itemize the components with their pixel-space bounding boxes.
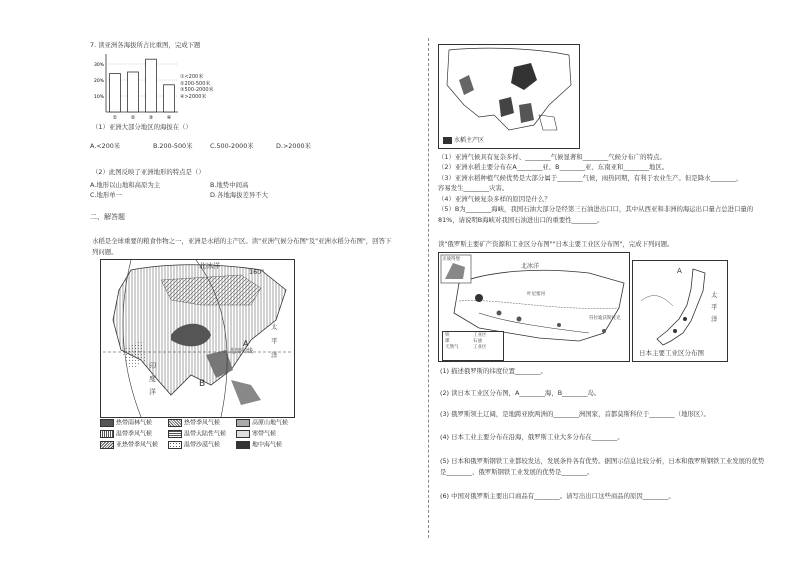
y-tick-label: 10% — [93, 95, 104, 100]
climate-legend — [100, 419, 300, 453]
rice-q4: （4）亚洲气候复杂多样的原因是什么？ — [438, 195, 551, 203]
russia-inset-label: 圣彼得堡 — [442, 257, 460, 262]
legend-swatch-icon — [236, 441, 250, 449]
q7-sub2-opt-d[interactable]: D.各地海拔差异不大 — [210, 191, 269, 199]
rice-q2: （2）亚洲水稻主要分布在A________亚、B________亚、东南亚和________地区。 — [438, 163, 669, 171]
rice-legend: 水稻主产区 — [443, 137, 484, 144]
x-category-label: ③ — [148, 115, 154, 120]
bar-1 — [110, 74, 121, 112]
russia-q3: (3) 俄罗斯领土辽阔，是地跨亚欧两洲的________洲国家，首都莫斯科位于________（地形区）。 — [440, 410, 710, 418]
japan-map-svg — [633, 261, 727, 361]
russia-map — [438, 252, 630, 362]
q7-sub1-opt-a[interactable]: A.<200米 — [90, 142, 121, 150]
rice-q3b: 容易发生________灾害。 — [438, 184, 509, 192]
legend-item-9: 地中海气候 — [236, 441, 282, 449]
legend-item-6: 寒带气候 — [236, 430, 276, 438]
russia-legend-2: 煤 — [445, 339, 450, 344]
map-arctic-label: 北冰洋 — [199, 262, 220, 270]
legend-item-7: 亚热带季风气候 — [100, 441, 158, 449]
q7-sub1: （1）亚洲大部分地区的海拔在（） — [92, 123, 192, 131]
rice-q5b: 81%，请说明B海峡对我国石油进出口的重要性________。 — [438, 216, 604, 224]
intro-line-2: 列问题。 — [92, 248, 118, 256]
legend-swatch-icon — [168, 419, 182, 427]
russia-intro: 读"俄罗斯主要矿产资源和工业区分布图""日本主要工业区分布图"，完成下列问题。 — [438, 240, 674, 248]
asia-climate-map — [100, 259, 295, 418]
bar-4 — [164, 85, 175, 112]
asia-climate-svg — [101, 260, 294, 417]
japan-label-tai: 太 — [711, 291, 718, 299]
japan-label-a: A — [677, 267, 682, 275]
legend-swatch-icon — [168, 441, 182, 449]
russia-legend-5: 石油 — [473, 339, 482, 344]
q7-title: 7. 读亚洲各海拔所占比重图，完成下题 — [90, 41, 201, 49]
russia-legend-6: 工业区 — [473, 345, 487, 350]
legend-item-8: 温带沙漠气候 — [168, 441, 220, 449]
map-lon-label: 160° — [249, 268, 265, 276]
russia-q5b: 是________、俄罗斯钢铁工业发展的优势是________。 — [440, 468, 594, 476]
map-label-a: A — [243, 339, 249, 348]
russia-q1: (1) 描述俄罗斯的纬度位置________。 — [440, 367, 547, 375]
russia-q5a: (5) 日本和俄罗斯钢铁工业都较发达，发展条件各有优势。据图示信息比较分析，日本和俄罗斯钢铁工业发展的优势 — [440, 457, 765, 465]
legend-item-4: 温带季风气候 — [100, 430, 152, 438]
legend-swatch-icon — [100, 419, 114, 427]
bar-3 — [146, 59, 157, 112]
asia-rice-map — [438, 44, 580, 149]
x-category-label: ④ — [166, 115, 172, 120]
chart-legend-4: ④>2000米 — [180, 93, 207, 100]
legend-swatch-icon — [236, 430, 250, 438]
intro-line-1: 水稻是全球重要的粮食作物之一，亚洲是水稻的主产区。读"亚洲气候分布图"及"亚洲水稻分布图"，回答下 — [92, 237, 392, 245]
q7-sub2-opt-b[interactable]: B.地势中间高 — [210, 181, 249, 189]
q7-sub2-opt-a[interactable]: A.地形以山地和高原为主 — [90, 181, 161, 189]
legend-swatch-icon — [100, 441, 114, 449]
russia-legend-1: 铁 — [445, 333, 450, 338]
rice-swatch-icon — [443, 137, 452, 144]
y-tick-label: 20% — [93, 79, 104, 84]
russia-q4: (4) 日本工业主要分布在沿海，俄罗斯工业大多分布在________。 — [440, 433, 624, 441]
chart-legend-3: ③500-2000米 — [180, 87, 214, 93]
legend-item-2: 热带季风气候 — [168, 419, 220, 427]
q7-sub1-opt-b[interactable]: B.200-500米 — [153, 142, 193, 150]
japan-label-yang: 洋 — [711, 315, 718, 323]
map-pacific-label: 太平洋 — [271, 323, 278, 359]
russia-legend — [442, 331, 504, 361]
legend-swatch-icon — [100, 430, 114, 438]
rice-q5a: （5）B为________海峡，我国石油大部分是经第三石油进出口口，其中从西亚和非洲的海运出口量占总进口量的 — [438, 205, 754, 213]
japan-map — [632, 260, 728, 362]
russia-river-label: 叶尼塞河 — [527, 292, 545, 297]
rice-map-svg — [439, 45, 579, 148]
q7-sub1-opt-c[interactable]: C.500-2000米 — [210, 142, 254, 150]
q7-sub2: （2）此图反映了亚洲地形的特点是（） — [92, 168, 205, 176]
column-divider — [428, 38, 429, 538]
legend-item-3: 高原山地气候 — [236, 419, 288, 427]
legend-swatch-icon — [236, 419, 250, 427]
map-tropic-label: 北回归线 — [229, 348, 254, 355]
bar-2 — [128, 72, 139, 112]
rice-q3a: （3）亚洲水稻种植气候优势是大部分属于________气候，雨热同期，有利于农业生产。但是降水________， — [438, 174, 743, 182]
q7-sub2-opt-c[interactable]: C.地形单一 — [90, 191, 123, 199]
y-tick-label: 30% — [93, 63, 104, 68]
x-category-label: ② — [130, 115, 136, 120]
rice-q1: （1）亚洲气候具有复杂多样、________气候显著和________气候分布广的特点。 — [438, 153, 666, 161]
russia-legend-4: 工业区 — [473, 333, 487, 338]
chart-legend-1: ①<200米 — [180, 74, 204, 80]
legend-item-1: 热带雨林气候 — [100, 419, 152, 427]
x-category-label: ① — [112, 115, 118, 120]
chart-legend-2: ②200-500米 — [180, 80, 211, 87]
russia-q6: (6) 中国对俄罗斯主要出口商品有________。请写出出口这些商品的原因________。 — [440, 492, 675, 500]
map-label-b: B — [199, 379, 206, 389]
legend-item-5: 温带大陆性气候 — [168, 430, 226, 438]
russia-legend-3: 天然气 — [445, 345, 459, 350]
legend-swatch-icon — [168, 430, 182, 438]
q7-sub1-opt-d[interactable]: D.>2000米 — [276, 142, 311, 150]
japan-map-title: 日本主要工业区分布图 — [639, 349, 704, 357]
russia-arctic-label: 北冰洋 — [521, 263, 540, 270]
map-indian-label: 印度洋 — [149, 362, 156, 396]
japan-label-ping: 平 — [711, 303, 718, 311]
russia-q2: (2) 读日本工业区分布图，A________海，B________岛。 — [440, 389, 601, 397]
russia-vladi-label: 符拉迪沃斯托克 — [589, 316, 621, 321]
chart-legend — [180, 74, 230, 100]
section-heading: 二、解答题 — [90, 213, 125, 221]
